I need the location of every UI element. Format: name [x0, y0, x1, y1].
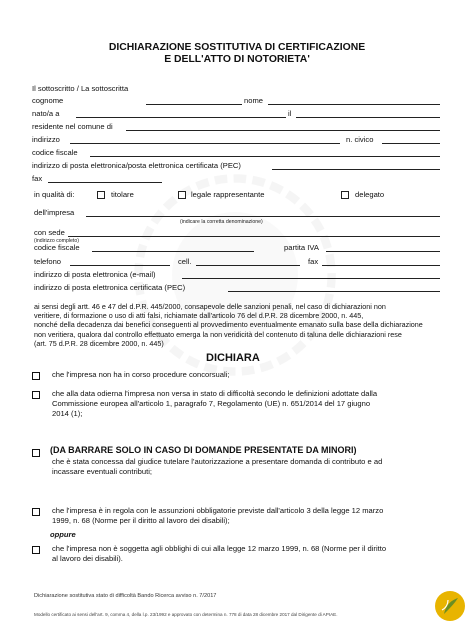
email-field[interactable] [182, 278, 440, 279]
indirizzo-field[interactable] [70, 143, 340, 144]
dichiara-item4-line2: 1999, n. 68 (Norme per il diritto al lavoro dei disabili); [52, 516, 230, 525]
titolare-label: titolare [111, 190, 134, 199]
dichiara-item2-checkbox[interactable] [32, 391, 40, 399]
legal-line-1: ai sensi degli artt. 46 e 47 del d.P.R. 445/2000, consapevole delle sanzioni penali, nel caso di dichiarazioni non [34, 302, 386, 311]
dichiara-item5-line1: che l'impresa non è soggetta agli obblighi di cui alla legge 12 marzo 1999, n. 68 (Norme per il diritto [52, 544, 387, 553]
email-label: indirizzo di posta elettronica (e-mail) [34, 270, 156, 279]
dichiara-item4-checkbox[interactable] [32, 508, 40, 516]
impresa-field[interactable] [86, 216, 440, 217]
partita-iva-field[interactable] [326, 251, 440, 252]
legale-rappresentante-label: legale rappresentante [191, 190, 265, 199]
page-title-line2: E DELL'ATTO DI NOTORIETA' [164, 54, 310, 65]
denominazione-hint: (indicare la corretta denominazione) [180, 219, 263, 225]
intro-label: Il sottoscritto / La sottoscritta [32, 84, 129, 93]
oppure-label: oppure [50, 530, 76, 539]
telefono-label: telefono [34, 257, 62, 266]
delegato-checkbox[interactable] [341, 191, 349, 199]
telefono-field[interactable] [70, 265, 170, 266]
cell-label: cell. [178, 257, 192, 266]
pec-field[interactable] [272, 169, 440, 170]
dichiara-item4-line1: che l'impresa è in regola con le assunzioni obbligatorie previste dall'articolo 3 della legge 12 marzo [52, 506, 384, 515]
legal-line-5: (art. 75 d.P.R. 28 dicembre 2000, n. 445) [34, 338, 164, 348]
codice-fiscale-label: codice fiscale [32, 148, 78, 157]
qualita-label: in qualità di: [34, 190, 75, 199]
impresa-pec-label: indirizzo di posta elettronica certificata (PEC) [34, 283, 186, 292]
impresa-fax-label: fax [308, 257, 319, 266]
impresa-cf-field[interactable] [92, 251, 254, 252]
dichiara-item3-line1: che è stata concessa dal giudice tutelare l'autorizzazione a presentare domanda di contributo e ad [52, 457, 383, 466]
sede-field[interactable] [68, 236, 440, 237]
fax-field[interactable] [48, 182, 162, 183]
residente-label: residente nel comune di [32, 122, 113, 131]
dichiara-item3-checkbox[interactable] [32, 449, 40, 457]
sede-label: con sede [34, 228, 65, 237]
nome-field[interactable] [268, 104, 440, 105]
dichiara-item1-checkbox[interactable] [32, 372, 40, 380]
cognome-field[interactable] [146, 104, 242, 105]
legal-paragraph [34, 302, 442, 348]
il-label: il [288, 109, 292, 118]
cognome-label: cognome [32, 96, 64, 105]
titolare-checkbox[interactable] [97, 191, 105, 199]
watermark-seal [130, 170, 340, 380]
page-title-line1: DICHIARAZIONE SOSTITUTIVA DI CERTIFICAZIONE [108, 42, 366, 53]
sede-hint: (indirizzo completo) [34, 238, 79, 244]
impresa-cf-label: codice fiscale [34, 243, 80, 252]
dichiara-item5-checkbox[interactable] [32, 546, 40, 554]
footer-line2: Modello certificato ai sensi dell'art. 9, comma 4, della l.p. 23/1992 e approvato con determina n. 778 di data 28 dicembre 2017 dal Dirigente di APIAE. [34, 612, 338, 617]
fax-label: fax [32, 174, 43, 183]
nato-label: nato/a a [32, 109, 60, 118]
dichiara-item3-line2: incassare eventuali contributi; [52, 467, 153, 476]
impresa-label: dell'impresa [34, 208, 75, 217]
residente-field[interactable] [126, 130, 440, 131]
codice-fiscale-field[interactable] [90, 156, 440, 157]
legale-rappresentante-checkbox[interactable] [178, 191, 186, 199]
dichiara-item2-line3: 2014 (1); [52, 409, 83, 418]
data-nascita-field[interactable] [296, 117, 440, 118]
legal-line-2: veritiere, di formazione o uso di atti falsi, richiamate dall'articolo 76 del d.P.R. 28 dicembre 2000, n. 445, [34, 311, 364, 321]
dichiara-item2-line1: che alla data odierna l'impresa non versa in stato di difficoltà secondo le definizioni adottate dalla [52, 389, 378, 398]
impresa-pec-field[interactable] [228, 291, 440, 292]
legal-line-4: non veritiera, qualora dal controllo effettuato emerga la non veridicità del contenuto di taluna delle dichiarazioni rese [34, 329, 402, 339]
civico-label: n. civico [346, 135, 374, 144]
indirizzo-label: indirizzo [32, 135, 60, 144]
dichiara-item2-line2: Commissione europea all'articolo 1, paragrafo 7, Regolamento (UE) n. 651/2014 del 17 giugno [52, 399, 371, 408]
pec-label: indirizzo di posta elettronica/posta elettronica certificata (PEC) [32, 161, 241, 170]
nome-label: nome [244, 96, 263, 105]
dichiara-item5-line2: al lavoro dei disabili). [52, 554, 123, 563]
dichiara-heading: DICHIARA [206, 352, 260, 364]
delegato-label: delegato [355, 190, 385, 199]
nato-field[interactable] [76, 117, 286, 118]
cell-field[interactable] [196, 265, 300, 266]
footer-line1: Dichiarazione sostitutiva stato di difficoltà Bando Ricerca avviso n. 7/2017 [34, 593, 217, 599]
provincia-logo [434, 590, 466, 622]
civico-field[interactable] [382, 143, 440, 144]
legal-line-3: nonché della decadenza dai benefici conseguenti al provvedimento eventualmente emanato sulla base della dichiarazione [34, 320, 423, 330]
dichiara-item1-text: che l'impresa non ha in corso procedure concorsuali; [52, 370, 230, 379]
partita-iva-label: partita IVA [284, 243, 319, 252]
dichiara-item3-title: (DA BARRARE SOLO IN CASO DI DOMANDE PRESENTATE DA MINORI) [50, 445, 357, 455]
impresa-fax-field[interactable] [322, 265, 440, 266]
